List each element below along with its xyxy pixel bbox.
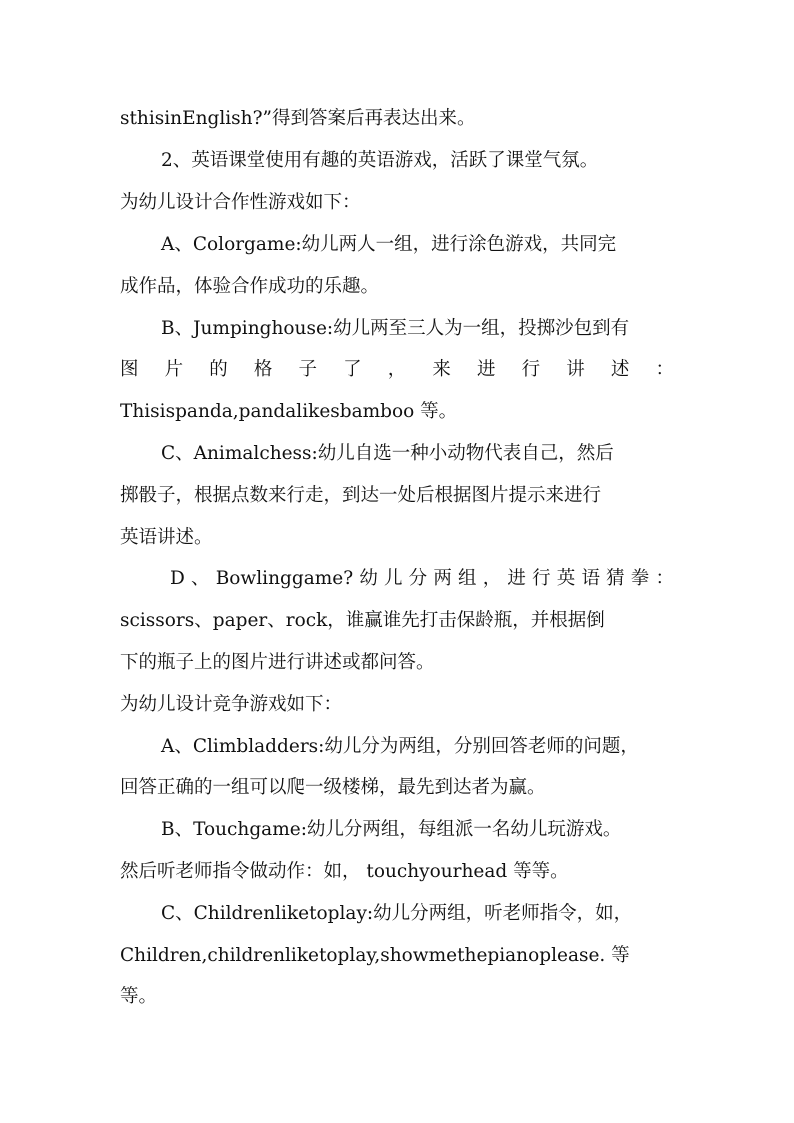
text-line: scissors、paper、rock，谁赢谁先打击保龄瓶，并根据倒 (120, 610, 605, 631)
text-line: 英语讲述。 (120, 527, 213, 548)
text-line: B、Touchgame:幼儿分两组，每组派一名幼儿玩游戏。 (161, 819, 622, 840)
text-line: C、Animalchess:幼儿自选一种小动物代表自己，然后 (161, 443, 614, 464)
text-line: Children,childrenliketoplay,showmethepianoplease. 等 (120, 945, 630, 966)
text-line: 掷骰子，根据点数来行走，到达一处后根据图片提示来进行 (120, 485, 602, 506)
text-line: A、Climbladders:幼儿分为两组，分别回答老师的问题， (161, 736, 639, 757)
text-line: B、Jumpinghouse:幼儿两至三人为一组，投掷沙包到有 (161, 318, 630, 339)
text-line: 等。 (120, 986, 158, 1007)
text-line: Thisispanda,pandalikesbamboo 等。 (120, 401, 458, 422)
text-line: 成作品，体验合作成功的乐趣。 (120, 276, 380, 297)
text-line: 图 片 的 格 子 了 ， 来 进 行 讲 述 ： (120, 359, 674, 380)
text-line: 回答正确的一组可以爬一级楼梯，最先到达者为赢。 (120, 777, 546, 798)
text-line: 为幼儿设计竞争游戏如下： (120, 694, 343, 715)
text-line: 为幼儿设计合作性游戏如下： (120, 192, 361, 213)
text-line: sthisinEnglish?”得到答案后再表达出来。 (120, 108, 476, 129)
text-line: A、Colorgame:幼儿两人一组，进行涂色游戏，共同完 (161, 234, 617, 255)
text-line: D、Bowlinggame?幼儿分两组，进行英语猜拳： (170, 568, 674, 589)
text-line: C、Childrenliketoplay:幼儿分两组，听老师指令，如， (161, 903, 633, 924)
text-line: 2、英语课堂使用有趣的英语游戏，活跃了课堂气氛。 (161, 150, 599, 171)
text-line: 然后听老师指令做动作：如， touchyourhead 等等。 (120, 861, 569, 882)
text-line: 下的瓶子上的图片进行讲述或都问答。 (120, 652, 435, 673)
